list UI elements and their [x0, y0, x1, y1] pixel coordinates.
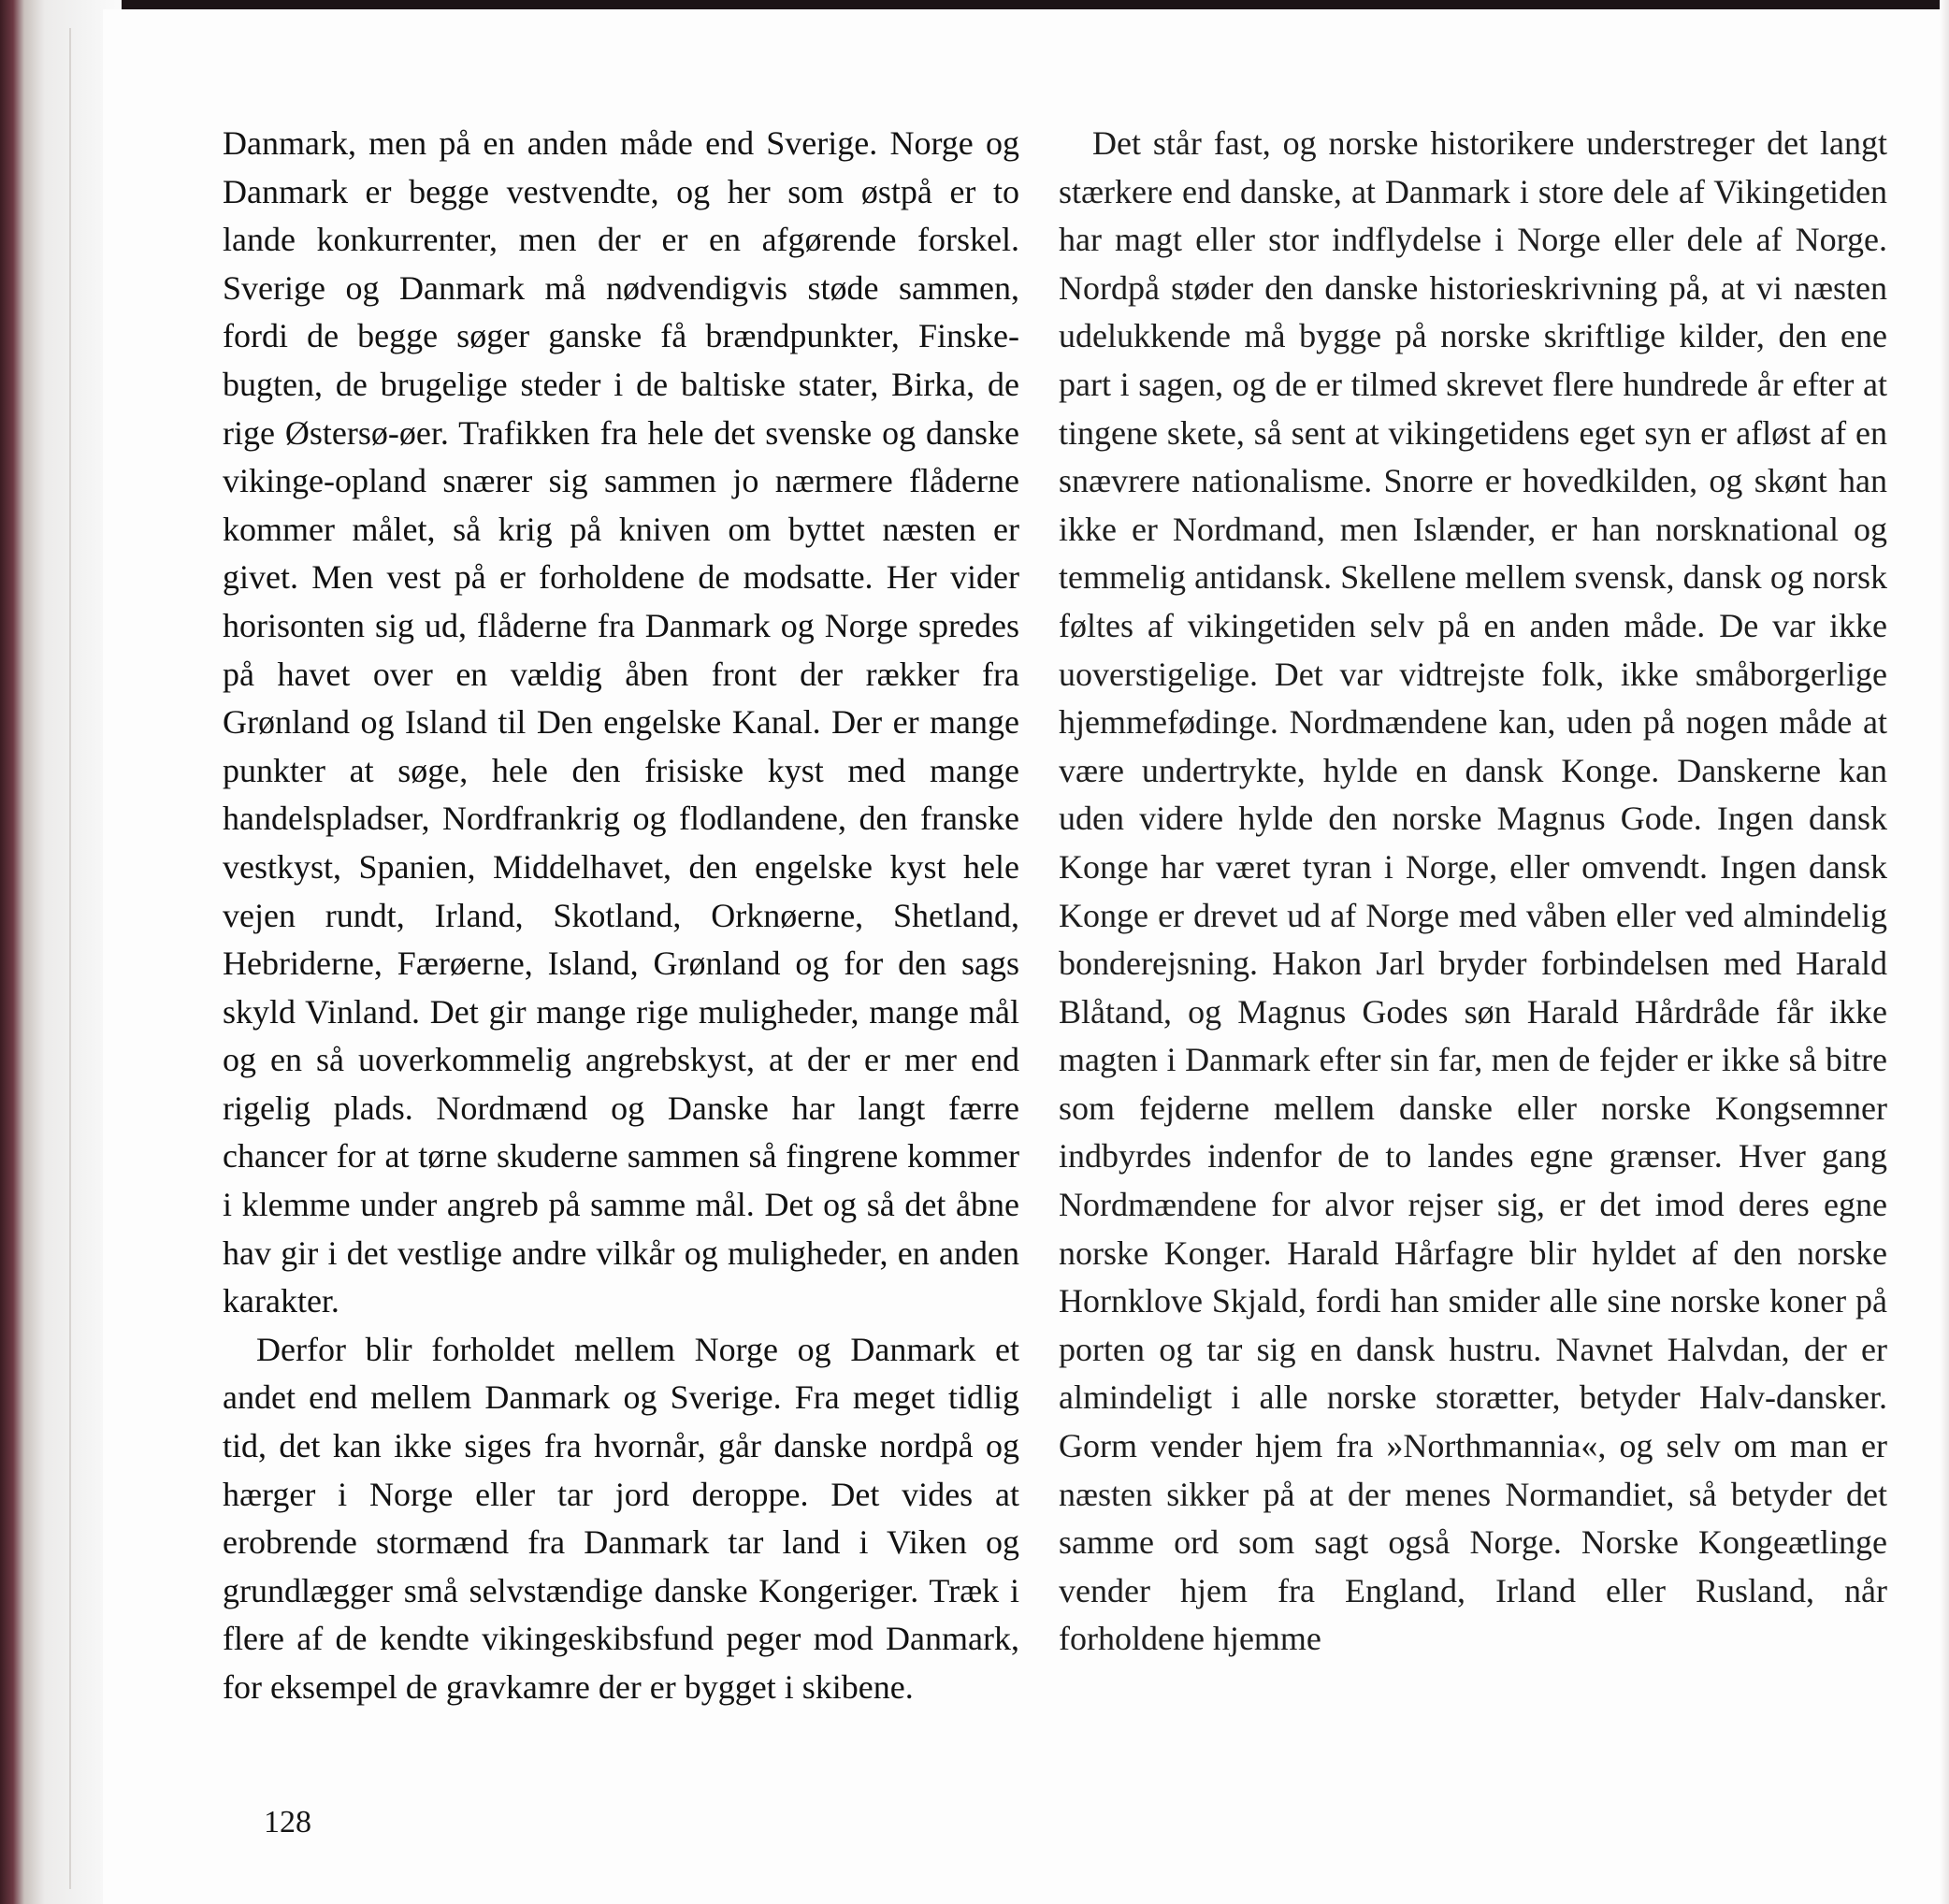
- page-right-edge: [1940, 0, 1949, 1904]
- left-paragraph-1: Danmark, men på en anden måde end Sverige. Norge og Danmark er begge vestvendte, og her som østpå er to lande konkurrenter, men der er en afgørende forskel. Sverige og Danmark må nødvendigvis støde sammen, fordi de begge søger ganske få brændpunkter, Finskebugten, de brugelige steder i de baltiske stater, Birka, de rige Østersø-øer. Trafikken fra hele det svenske og danske vikinge-opland snærer sig sammen jo nærmere flåderne kommer målet, så krig på kniven om byttet næsten er givet. Men vest på er forholdene de modsatte. Her vider horisonten sig ud, flåderne fra Danmark og Norge spredes på havet over en vældig åben front der rækker fra Grønland og Island til Den engelske Kanal. Der er mange punkter at søge, hele den frisiske kyst med mange handelspladser, Nordfrankrig og flodlandene, den franske vestkyst, Spanien, Middelhavet, den engelske kyst hele vejen rundt, Irland, Skotland, Orknøerne, Shetland, Hebriderne, Færøerne, Island, Grønland og for den sags skyld Vinland. Det gir mange rige muligheder, mange mål og en så uoverkommelig angrebskyst, at der er mer end rigelig plads. Nordmænd og Danske har langt færre chancer for at tørne skuderne sammen så fingrene kommer i klemme under angreb på samme mål. Det og så det åbne hav gir i det vestlige andre vilkår og muligheder, en anden karakter.: [223, 124, 1019, 1320]
- page-stack-line: [69, 28, 71, 1889]
- left-text-column: [223, 120, 1019, 1712]
- page-number: 128: [264, 1805, 311, 1839]
- right-paragraph-1: Det står fast, og norske historikere understreger det langt stærkere end danske, at Danmark i store dele af Vikingetiden har magt eller stor indflydelse i Norge eller dele af Norge. Nordpå støder den danske historieskrivning på, at vi næsten udelukkende må bygge på norske skriftlige kilder, den ene part i sagen, og de er tilmed skrevet flere hundrede år efter at tingene skete, så sent at vikingetidens eget syn er afløst af en snævrere nationalisme. Snorre er hovedkilden, og skønt han ikke er Nordmand, men Islænder, er han norsknational og temmelig antidansk. Skellene mellem svensk, dansk og norsk føltes af vikingetiden selv på en anden måde. De var ikke uoverstigelige. Det var vidtrejste folk, ikke småborgerlige hjemmefødinge. Nordmændene kan, uden på nogen måde at være undertrykte, hylde en dansk Konge. Danskerne kan uden videre hylde den norske Magnus Gode. Ingen dansk Konge har været tyran i Norge, eller omvendt. Ingen dansk Konge er drevet ud af Norge med våben eller ved almindelig bonderejsning. Hakon Jarl bryder forbindelsen med Harald Blåtand, og Magnus Godes søn Harald Hårdråde får ikke magten i Danmark efter sin far, men de fejder er ikke så bitre som fejderne mellem danske eller norske Kongsemner indbyrdes indenfor de to landes egne grænser. Hver gang Nordmændene for alvor rejser sig, er det imod deres egne norske Konger. Harald Hårfagre blir hyldet af den norske Hornklove Skjald, fordi han smider alle sine norske koner på porten og tar sig en dansk hustru. Navnet Halvdan, der er almindeligt i alle norske storætter, betyder Halv-dansker. Gorm vender hjem fra »Northmannia«, og selv om man er næsten sikker på at der menes Normandiet, så betyder det samme ord som sagt også Norge. Norske Kongeætlinge vender hjem fra England, Irland eller Rusland, når forholdene hjemme: [1059, 124, 1887, 1658]
- right-text-column: [1059, 120, 1887, 1664]
- left-paragraph-2: Derfor blir forholdet mellem Norge og Danmark et andet end mellem Danmark og Sverige. Fra meget tidlig tid, det kan ikke siges fra hvornår, går danske nordpå og hærger i Norge eller tar jord deroppe. Det vides at erobrende stormænd fra Danmark tar land i Viken og grundlægger små selvstændige danske Kongeriger. Træk i flere af de kendte vikingeskibsfund peger mod Danmark, for eksempel de gravkamre der er bygget i skibene.: [223, 1330, 1019, 1706]
